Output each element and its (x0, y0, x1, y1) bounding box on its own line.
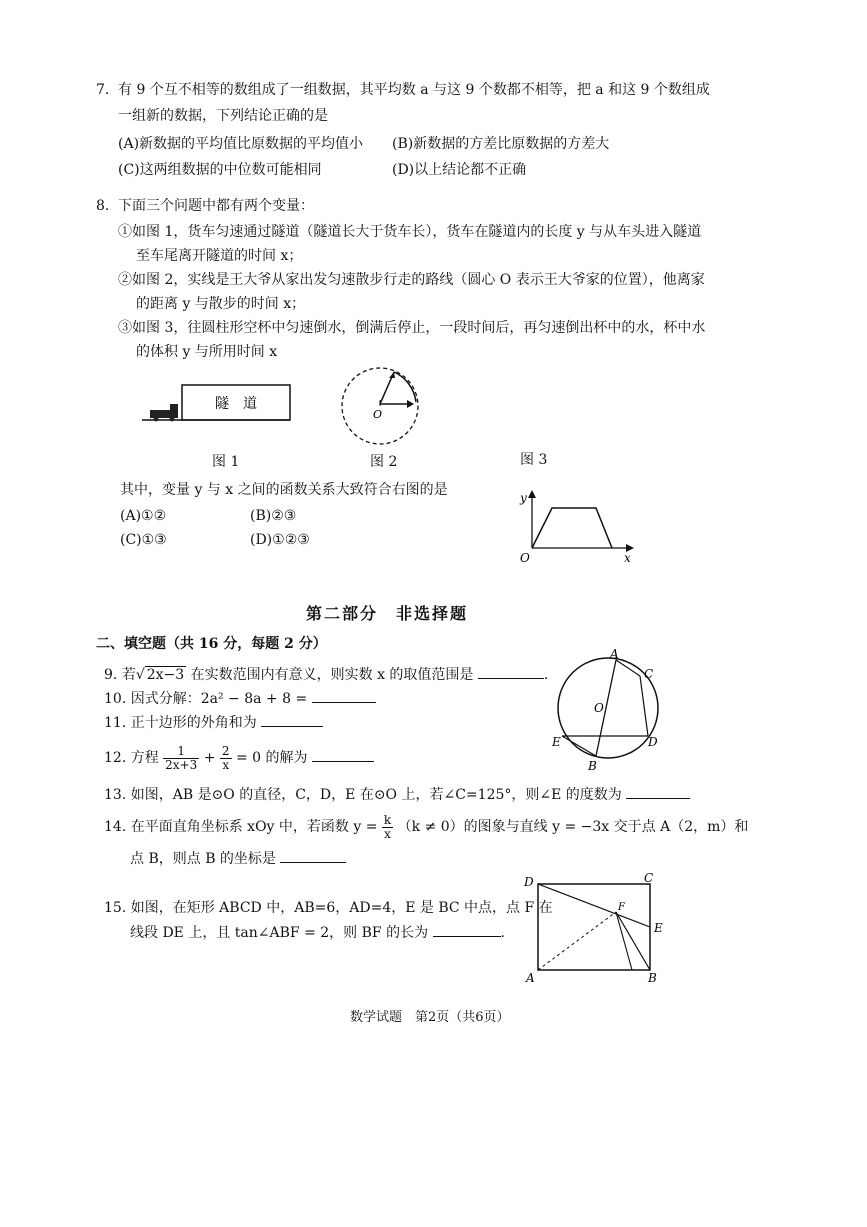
q13: 13. 如图，AB 是⊙O 的直径，C，D，E 在⊙O 上，若∠C=125°，则∠E 的度数为 (104, 784, 690, 805)
q15-line2: 线段 DE 上，且 tan∠ABF = 2，则 BF 的长为 . (130, 922, 505, 943)
center-o-label: O (373, 408, 383, 421)
q15-line1: 15. 如图，在矩形 ABCD 中，AB=6，AD=4，E 是 BC 中点，点 F 在 (104, 900, 553, 916)
q8-question: 其中，变量 y 与 x 之间的函数关系大致符合右图的是 (120, 482, 448, 498)
q8-item3-line1: ③如图 3，往圆柱形空杯中匀速倒水，倒满后停止，一段时间后，再匀速倒出杯中的水，杯中水 (118, 320, 706, 336)
svg-text:A: A (526, 971, 535, 985)
svg-text:C: C (644, 667, 654, 681)
svg-text:x: x (624, 551, 631, 565)
q12: 12. 方程 $\frac{1}{2x+3}$ + $\frac{2}{x}$ = 0 的解为 (104, 742, 374, 774)
svg-text:A: A (610, 647, 619, 661)
svg-text:D: D (648, 735, 658, 749)
svg-text:E: E (552, 735, 561, 749)
function-graph (510, 488, 640, 568)
q10: 10. 因式分解：2a² − 8a + 8 = (104, 688, 376, 709)
svg-text:F: F (618, 902, 625, 913)
q7-number: 7. (96, 82, 110, 98)
q7-option-c: (C)这两组数据的中位数可能相同 (118, 162, 322, 178)
truck-cab (170, 404, 178, 418)
figure-3-caption: 图 3 (520, 452, 548, 468)
q8-item1-line1: ①如图 1，货车匀速通过隧道（隧道长大于货车长），货车在隧道内的长度 y 与从车头进入隧道 (118, 224, 702, 240)
figure-2-caption: 图 2 (370, 454, 398, 470)
svg-text:O: O (520, 551, 530, 565)
q8-option-d: (D)①②③ (250, 532, 310, 548)
q7-option-b: (B)新数据的方差比原数据的方差大 (392, 136, 610, 152)
svg-text:D: D (524, 875, 534, 889)
figure-1-tunnel (140, 380, 300, 430)
q8-option-c: (C)①③ (120, 532, 167, 548)
svg-text:E: E (654, 921, 663, 935)
svg-text:O: O (594, 701, 604, 715)
q8-option-a: (A)①② (120, 508, 167, 524)
svg-text:C: C (644, 872, 654, 885)
q8-item3-line2: 的体积 y 与所用时间 x (136, 344, 278, 360)
q14-fraction: $\frac{k}{x}$ (383, 812, 392, 841)
part2-title: 第二部分 非选择题 (306, 604, 469, 623)
q14-line1: 14. 在平面直角坐标系 xOy 中，若函数 y = $\frac{k}{x}$ （k ≠ 0）的图象与直线 y = −3x 交于点 A（2，m）和 (104, 812, 749, 841)
tunnel-label: 隧 道 (215, 396, 257, 412)
q7-stem-line2: 一组新的数据，下列结论正确的是 (118, 108, 328, 124)
q7-stem-line1: 有 9 个互不相等的数组成了一组数据，其平均数 a 与这 9 个数都不相等，把 a 和这 9 个数组成 (118, 82, 710, 98)
q11-answer-blank (261, 712, 323, 727)
q8-number: 8. (96, 198, 110, 214)
q15-answer-blank (433, 922, 501, 937)
page-footer: 数学试题 第2页（共6页） (350, 1010, 510, 1025)
q7-option-d: (D)以上结论都不正确 (392, 162, 527, 178)
figure-2-walk-path (338, 364, 422, 448)
q9: 9. 若√ 2x−3 在实数范围内有意义，则实数 x 的取值范围是 . (104, 664, 548, 685)
q9-answer-blank (478, 664, 544, 679)
circle-figure (548, 646, 668, 776)
q8-intro: 下面三个问题中都有两个变量： (118, 198, 314, 214)
q12-answer-blank (312, 747, 374, 762)
q8-item1-line2: 至车尾离开隧道的时间 x； (136, 248, 303, 264)
q8-option-b: (B)②③ (250, 508, 297, 524)
svg-text:y: y (520, 491, 527, 505)
q8-item2-line1: ②如图 2，实线是王大爷从家出发匀速散步行走的路线（圆心 O 表示王大爷家的位置），他离家 (118, 272, 705, 288)
section-fill-in-title: 二、填空题（共 16 分，每题 2 分） (96, 636, 327, 652)
q10-answer-blank (312, 688, 376, 703)
q14-line2: 点 B，则点 B 的坐标是 (130, 848, 346, 869)
q11: 11. 正十边形的外角和为 (104, 712, 323, 733)
svg-text:B: B (648, 971, 657, 985)
q14-answer-blank (280, 848, 346, 863)
svg-text:B: B (588, 759, 597, 773)
q7-option-a: (A)新数据的平均值比原数据的平均值小 (118, 136, 364, 152)
graph-line (532, 508, 612, 548)
q12-fraction-2: $\frac{2}{x}$ (221, 743, 230, 772)
q12-fraction-1: $\frac{1}{2x+3}$ (165, 743, 198, 772)
q9-radicand: 2x−3 (146, 667, 185, 683)
rectangle-figure (520, 872, 666, 988)
q13-answer-blank (626, 784, 690, 799)
figure-1-caption: 图 1 (212, 454, 240, 470)
q8-item2-line2: 的距离 y 与散步的时间 x； (136, 296, 306, 312)
